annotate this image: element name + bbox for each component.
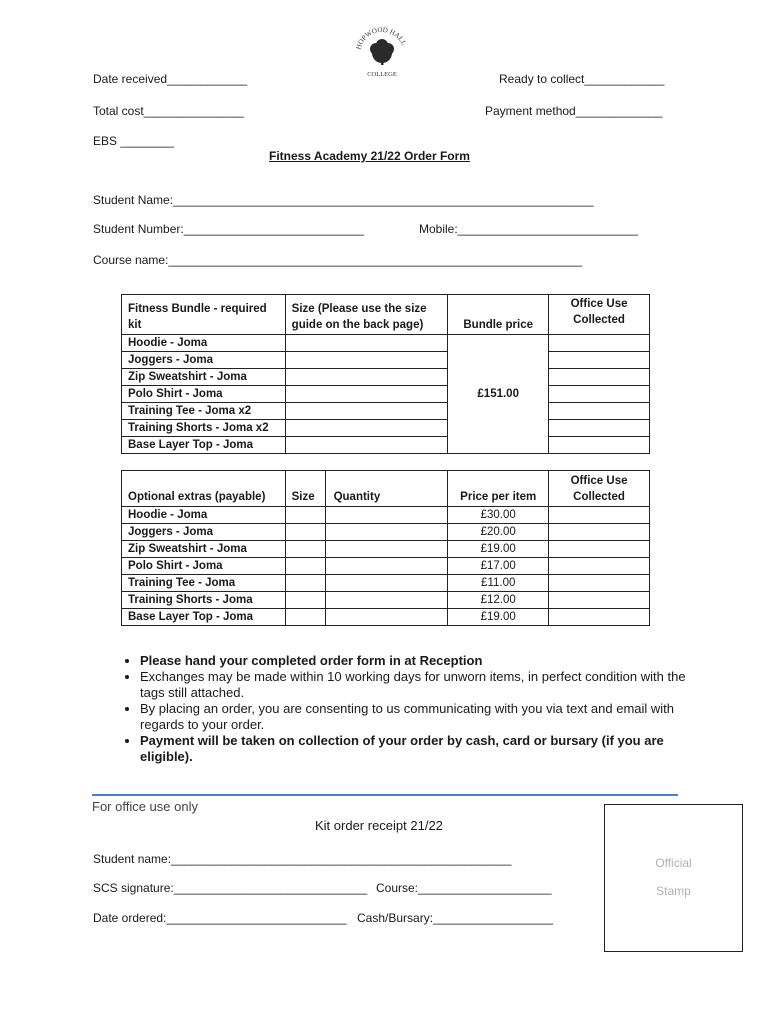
extras-header-item: Optional extras (payable): [122, 471, 286, 507]
table-row: [122, 403, 650, 420]
date-received-field[interactable]: Date received____________: [93, 72, 248, 86]
table-row: [122, 386, 650, 403]
bundle-item: Polo Shirt - Joma: [122, 386, 286, 403]
table-row: [122, 592, 650, 609]
table-row: [122, 541, 650, 558]
size-cell[interactable]: [285, 437, 448, 454]
size-cell[interactable]: [285, 352, 448, 369]
order-notes-list: [110, 653, 710, 765]
price-cell: £20.00: [448, 524, 549, 541]
size-cell[interactable]: [285, 420, 448, 437]
extra-item: Polo Shirt - Joma: [122, 558, 286, 575]
receipt-course-field[interactable]: Course:____________________: [376, 881, 552, 895]
extras-table: [121, 470, 650, 626]
section-divider: [92, 794, 678, 796]
college-logo: [352, 24, 412, 80]
table-row: [122, 507, 650, 524]
collected-cell[interactable]: [549, 592, 650, 609]
extras-header-quantity: Quantity: [325, 471, 448, 507]
student-name-field[interactable]: Student Name:_______________________________________________________________: [93, 193, 594, 207]
stamp-label-line1: Official: [655, 856, 692, 870]
logo-text-bottom: COLLEGE: [367, 71, 397, 78]
table-row: [122, 558, 650, 575]
receipt-student-name-field[interactable]: Student name:___________________________________________________: [93, 852, 512, 866]
collected-cell[interactable]: [549, 524, 650, 541]
date-ordered-field[interactable]: Date ordered:___________________________: [93, 911, 347, 925]
size-cell[interactable]: [285, 575, 325, 592]
extra-item: Zip Sweatshirt - Joma: [122, 541, 286, 558]
collected-cell[interactable]: [549, 352, 650, 369]
extra-item: Training Tee - Joma: [122, 575, 286, 592]
bundle-item: Training Tee - Joma x2: [122, 403, 286, 420]
bundle-header-row: [122, 295, 650, 335]
quantity-cell[interactable]: [325, 609, 448, 626]
size-cell[interactable]: [285, 592, 325, 609]
extra-item: Hoodie - Joma: [122, 507, 286, 524]
bundle-item: Joggers - Joma: [122, 352, 286, 369]
price-cell: £30.00: [448, 507, 549, 524]
table-row: [122, 437, 650, 454]
bundle-item: Zip Sweatshirt - Joma: [122, 369, 286, 386]
quantity-cell[interactable]: [325, 592, 448, 609]
extras-header-row: [122, 471, 650, 507]
mobile-field[interactable]: Mobile:___________________________: [419, 222, 638, 236]
size-cell[interactable]: [285, 524, 325, 541]
size-cell[interactable]: [285, 507, 325, 524]
bundle-item: Base Layer Top - Joma: [122, 437, 286, 454]
collected-cell[interactable]: [549, 609, 650, 626]
table-row: [122, 575, 650, 592]
table-row: [122, 335, 650, 352]
extra-item: Joggers - Joma: [122, 524, 286, 541]
collected-cell[interactable]: [549, 335, 650, 352]
extra-item: Training Shorts - Joma: [122, 592, 286, 609]
size-cell[interactable]: [285, 386, 448, 403]
bundle-header-office-use: Office Use Collected: [549, 295, 650, 335]
note-item: • By placing an order, you are consenting to us communicating with you via text and email with regards to your order.: [140, 701, 710, 733]
collected-cell[interactable]: [549, 437, 650, 454]
extra-item: Base Layer Top - Joma: [122, 609, 286, 626]
table-row: [122, 369, 650, 386]
bundle-header-item: Fitness Bundle - required kit: [122, 295, 286, 335]
size-cell[interactable]: [285, 403, 448, 420]
student-number-field[interactable]: Student Number:___________________________: [93, 222, 364, 236]
collected-cell[interactable]: [549, 420, 650, 437]
note-item: • Payment will be taken on collection of your order by cash, card or bursary (if you are eligible).: [140, 733, 710, 765]
table-row: [122, 420, 650, 437]
collected-cell[interactable]: [549, 386, 650, 403]
stamp-label-line2: Stamp: [656, 884, 691, 898]
collected-cell[interactable]: [549, 575, 650, 592]
course-name-field[interactable]: Course name:______________________________________________________________: [93, 253, 583, 267]
price-cell: £12.00: [448, 592, 549, 609]
collected-cell[interactable]: [549, 541, 650, 558]
price-cell: £11.00: [448, 575, 549, 592]
collected-cell[interactable]: [549, 507, 650, 524]
extras-header-price: Price per item: [448, 471, 549, 507]
collected-cell[interactable]: [549, 369, 650, 386]
quantity-cell[interactable]: [325, 575, 448, 592]
size-cell[interactable]: [285, 369, 448, 386]
payment-method-field[interactable]: Payment method_____________: [485, 104, 663, 118]
logo-text-top: HOPWOOD HALL: [354, 25, 408, 51]
collected-cell[interactable]: [549, 558, 650, 575]
extras-header-size: Size: [285, 471, 325, 507]
bundle-price: £151.00: [448, 335, 549, 454]
cash-bursary-field[interactable]: Cash/Bursary:__________________: [357, 911, 554, 925]
receipt-title: Kit order receipt 21/22: [315, 818, 443, 833]
price-cell: £19.00: [448, 609, 549, 626]
table-row: [122, 609, 650, 626]
note-item: • Please hand your completed order form in at Reception: [140, 653, 710, 669]
bundle-header-size: Size (Please use the size guide on the back page): [285, 295, 448, 335]
table-row: [122, 352, 650, 369]
scs-signature-field[interactable]: SCS signature:_____________________________: [93, 881, 368, 895]
price-cell: £17.00: [448, 558, 549, 575]
quantity-cell[interactable]: [325, 524, 448, 541]
note-item: • Exchanges may be made within 10 working days for unworn items, in perfect condition with the tags still attached.: [140, 669, 710, 701]
office-use-label: For office use only: [92, 799, 198, 814]
collected-cell[interactable]: [549, 403, 650, 420]
quantity-cell[interactable]: [325, 558, 448, 575]
size-cell[interactable]: [285, 335, 448, 352]
quantity-cell[interactable]: [325, 507, 448, 524]
table-row: [122, 524, 650, 541]
size-cell[interactable]: [285, 609, 325, 626]
ready-to-collect-field[interactable]: Ready to collect____________: [499, 72, 665, 86]
extras-header-office-use: Office Use Collected: [549, 471, 650, 507]
page-title: Fitness Academy 21/22 Order Form: [269, 149, 470, 163]
bundle-table: [121, 294, 650, 454]
bundle-item: Hoodie - Joma: [122, 335, 286, 352]
bundle-header-price: Bundle price: [448, 295, 549, 335]
size-cell[interactable]: [285, 558, 325, 575]
official-stamp-box: [604, 804, 743, 952]
total-cost-field[interactable]: Total cost_______________: [93, 104, 244, 118]
price-cell: £19.00: [448, 541, 549, 558]
ebs-field[interactable]: EBS ________: [93, 134, 174, 148]
quantity-cell[interactable]: [325, 541, 448, 558]
bundle-item: Training Shorts - Joma x2: [122, 420, 286, 437]
size-cell[interactable]: [285, 541, 325, 558]
